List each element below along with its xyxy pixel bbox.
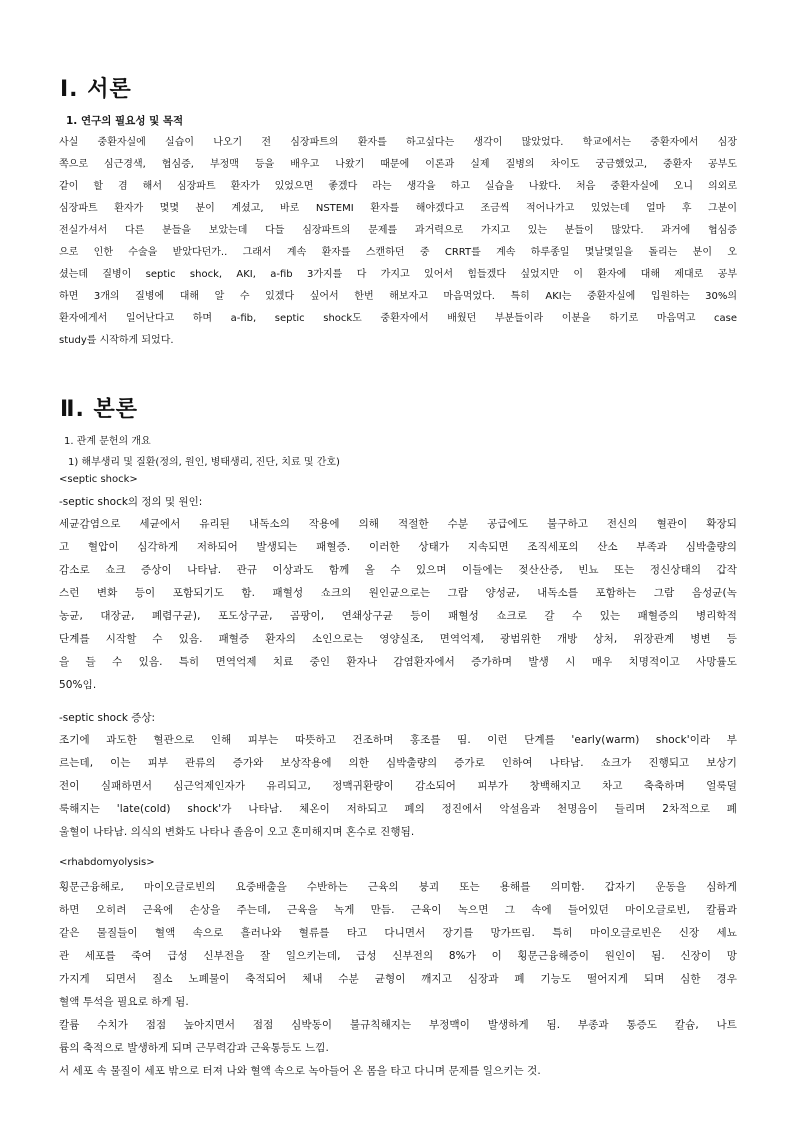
section-heading-introduction: Ⅰ. 서론 — [60, 77, 132, 102]
intro-line: 사실 중환자실에 실습이 나오기 전 심장파트의 환자를 하고싶다는 생각이 많았었다. 학교에서는 중환자에서 심장 — [59, 137, 737, 148]
intro-line: 심장파트 환자가 몇몇 분이 계셨고, 바로 NSTEMI 환자를 해야겠다고 조금씩 적어나가고 있었는데 얼마 후 그분이 — [59, 203, 737, 214]
rhabdo-line: 관 세포를 죽여 급성 신부전을 잘 일으키는데, 급성 신부전의 8%가 이 횡문근융해증이 원인이 됨. 신장이 망 — [59, 950, 737, 962]
subheading-purpose: 1. 연구의 필요성 및 목적 — [66, 115, 184, 127]
label-septic-shock: <septic shock> — [59, 474, 138, 485]
septic-definition-line: 스런 변화 등이 포함되기도 함. 패혈성 쇼크의 원인균으로는 그람 양성균, 내독소를 포함하는 그람 음성균(녹 — [59, 587, 737, 599]
septic-definition-line: 을 들 수 있음. 특히 면역억제 치료 중인 환자나 감염환자에서 증가하며 발생 시 매우 치명적이고 사망률도 — [59, 656, 737, 668]
intro-line: 쪽으로 심근경색, 협심증, 부정맥 등을 배우고 나왔기 때문에 이론과 실제 질병의 차이도 궁금했었고, 중환자 공부도 — [59, 159, 737, 170]
label-septic-symptoms: -septic shock 증상: — [59, 712, 156, 724]
section-heading-body: Ⅱ. 본론 — [60, 397, 139, 422]
septic-definition-line: 세균감염으로 세균에서 유리된 내독소의 작용에 의해 적절한 수분 공급에도 불구하고 전신의 혈관이 확장되 — [59, 518, 737, 530]
septic-symptom-line: 전이 실패하면서 심근억제인자가 유리되고, 정맥귀환량이 감소되어 피부가 창백해지고 차고 축축하며 얼룩덜 — [59, 780, 737, 792]
intro-line: study를 시작하게 되었다. — [59, 335, 174, 346]
septic-definition-line: 감소로 쇼크 증상이 나타남. 관규 이상과도 함께 올 수 있으며 이들에는 젖산산증, 빈뇨 또는 정신상태의 갑작 — [59, 564, 737, 576]
septic-symptom-line: 조기에 과도한 혈관으로 인해 피부는 따뜻하고 건조하며 홍조를 띰. 이런 단계를 'early(warm) shock'이라 부 — [59, 734, 737, 746]
septic-definition-line: 농균, 대장균, 폐렴구균), 포도상구균, 곰팡이, 연쇄상구균 등이 패혈성 쇼크로 갈 수 있는 패혈증의 병리학적 — [59, 610, 737, 622]
label-septic-definition: -septic shock의 정의 및 원인: — [59, 496, 203, 508]
intro-line: 전실가셔서 다른 분들을 보았는데 다들 심장파트의 문제를 과거력으로 가지고 있는 분들이 많았다. 과거에 협심증 — [59, 225, 737, 236]
septic-definition-line: 단계를 시작할 수 있음. 패혈증 환자의 소인으로는 영양실조, 면역억제, 광범위한 개방 상처, 위장관계 병변 등 — [59, 633, 737, 645]
rhabdo-line: 같은 물질들이 혈액 속으로 흘러나와 혈류를 타고 다니면서 장기를 망가뜨림. 특히 마이오글로빈은 신장 세뇨 — [59, 927, 737, 939]
intro-line: 같이 할 겸 해서 심장파트 환자가 있었으면 좋겠다 라는 생각을 하고 실습을 나왔다. 처음 중환자실에 오니 의외로 — [59, 181, 737, 192]
subheading-anatomy: 1) 해부생리 및 질환(정의, 원인, 병태생리, 진단, 치료 및 간호) — [68, 457, 340, 468]
label-rhabdomyolysis: <rhabdomyolysis> — [59, 857, 155, 868]
rhabdo-line: 혈액 투석을 필요로 하게 됨. — [59, 996, 189, 1008]
intro-line: 으로 인한 수술을 받았다던가.. 그래서 계속 환자를 스캔하던 중 CRRT를 계속 하루종일 몇날몇일을 돌리는 분이 오 — [59, 247, 737, 258]
septic-symptom-line: 르는데, 이는 피부 관류의 증가와 보상작용에 의한 심박출량의 증가로 인하여 나타남. 쇼크가 진행되고 보상기 — [59, 757, 737, 769]
rhabdo-line: 칼륨 수치가 점점 높아지면서 점점 심박동이 불규칙해지는 부정맥이 발생하게 됨. 부종과 통증도 칼슘, 나트 — [59, 1019, 737, 1031]
septic-symptom-line: 룩해지는 'late(cold) shock'가 나타남. 체온이 저하되고 폐의 정진에서 악설음과 천명음이 들리며 2차적으로 폐 — [59, 803, 737, 815]
rhabdo-line: 하면 오히려 근육에 손상을 주는데, 근육을 녹게 만듬. 근육이 녹으면 그 속에 들어있던 마이오글로빈, 칼륨과 — [59, 904, 737, 916]
septic-definition-line: 50%임. — [59, 679, 97, 691]
rhabdo-line: 서 세포 속 물질이 세포 밖으로 터져 나와 혈액 속으로 녹아들어 온 몸을 타고 다니며 문제를 일으키는 것. — [59, 1065, 541, 1077]
rhabdo-line: 륨의 축적으로 발생하게 되며 근무력감과 근육통등도 느낌. — [59, 1042, 329, 1054]
intro-line: 셨는데 질병이 septic shock, AKI, a-fib 3가지를 다 가지고 있어서 힘들겠다 싶었지만 이 환자에 대해 제대로 공부 — [59, 269, 737, 280]
septic-definition-line: 고 혈압이 심각하게 저하되어 발생되는 패혈증. 이러한 상태가 지속되면 조직세포의 산소 부족과 심박출량의 — [59, 541, 737, 553]
intro-line: 하면 3개의 질병에 대해 알 수 있겠다 싶어서 한번 해보자고 마음먹었다. 특히 AKI는 중환자실에 입원하는 30%의 — [59, 291, 737, 302]
rhabdo-line: 가지게 되면서 질소 노폐물이 축적되어 체내 수분 균형이 깨지고 심장과 폐 기능도 떨어지게 되며 심한 경우 — [59, 973, 737, 985]
septic-symptom-line: 울혈이 나타남. 의식의 변화도 나타나 졸음이 오고 혼미해지며 혼수로 진행됨. — [59, 826, 415, 838]
intro-line: 환자에게서 일어난다고 하며 a-fib, septic shock도 중환자에서 배웠던 부분들이라 이분을 하기로 마음먹고 case — [59, 313, 737, 324]
rhabdo-line: 횡문근융해로, 마이오글로빈의 요중배출을 수반하는 근육의 붕괴 또는 용해를 의미함. 갑자기 운동을 심하게 — [59, 881, 737, 893]
subheading-literature: 1. 관계 문헌의 개요 — [64, 436, 151, 447]
